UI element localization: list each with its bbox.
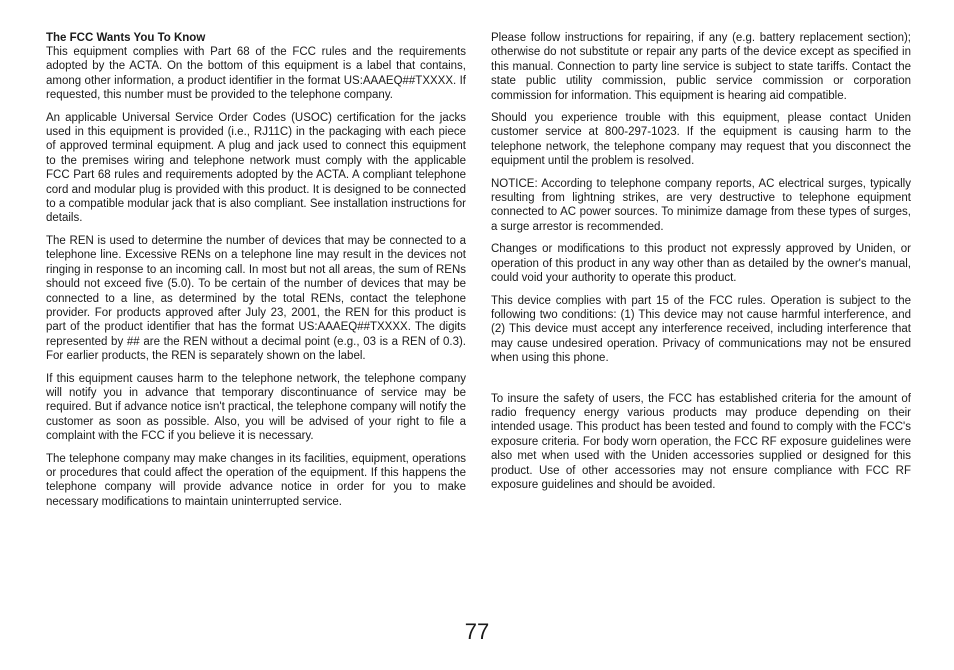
paragraph-surge-notice: NOTICE: According to telephone company reports, AC electrical surges, typically resulting from lightning strikes, are very destructive to telephone equipment connected to AC power sources. To minimize damage from these types of surges, a surge arrestor is recommended. bbox=[491, 177, 911, 233]
paragraph-usoc-certification: An applicable Universal Service Order Codes (USOC) certification for the jacks used in this equipment is provided (i.e., RJ11C) in the packaging with each piece of approved terminal equipment. A plug and jack used to connect this equipment to the premises wiring and telephone network must comply with the applicable FCC Part 68 rules and requirements adopted by the ACTA. A compliant telephone cord and modular plug is provided with this product. It is designed to be connected to a compatible modular jack that is also compliant. See installation instructions for details. bbox=[46, 111, 466, 225]
paragraph-network-harm: If this equipment causes harm to the telephone network, the telephone company will notify you in advance that temporary discontinuance of service may be required. But if advance notice isn't practical, the telephone company will notify the customer as soon as possible. Also, you will be advised of your right to file a complaint with the FCC if you believe it is necessary. bbox=[46, 372, 466, 443]
paragraph-facility-changes: The telephone company may make changes in its facilities, equipment, operations or procedures that could affect the operation of the equipment. If this happens the telephone company will provide advance notice in order for you to make necessary modifications to maintain uninterrupted service. bbox=[46, 452, 466, 508]
paragraph-part68-compliance: This equipment complies with Part 68 of the FCC rules and the requirements adopted by the ACTA. On the bottom of this equipment is a label that contains, among other information, a product identifier in the format US:AAAEQ##TXXXX. If requested, this number must be provided to the telephone company. bbox=[46, 46, 466, 102]
right-column bbox=[491, 31, 911, 500]
paragraph-modifications-warning: Changes or modifications to this product not expressly approved by Uniden, or operation of this product in any way other than as detailed by the owner's manual, could void your authority to operate this product. bbox=[491, 243, 911, 285]
paragraph-repair-instructions: Please follow instructions for repairing, if any (e.g. battery replacement section); otherwise do not substitute or repair any parts of the device except as specified in this manual. Connection to party line service is subject to state tariffs. Contact the state public utility commission, public service commission or corporation commission for information. This equipment is hearing aid compatible. bbox=[491, 32, 911, 102]
paragraph-customer-service: Should you experience trouble with this equipment, please contact Uniden customer service at 800-297-1023. If the equipment is causing harm to the telephone network, the telephone company may request that you disconnect the equipment until the problem is resolved. bbox=[491, 112, 911, 168]
page-number: 77 bbox=[464, 619, 490, 644]
paragraph-ren: The REN is used to determine the number of devices that may be connected to a telephone line. Excessive RENs on a telephone line may result in the devices not ringing in response to an incoming call. In most but not all areas, the sum of RENs should not exceed five (5.0). To be certain of the number of devices that may be connected to a line, as determined by the total RENs, contact the telephone provider. For products approved after July 23, 2001, the REN for this product is part of the product identifier that has the format US:AAAEQ##TXXXX. The digits represented by ## are the REN without a decimal point (e.g., 03 is a REN of 0.3). For earlier products, the REN is separately shown on the label. bbox=[46, 234, 466, 363]
paragraph-rf-exposure: To insure the safety of users, the FCC has established criteria for the amount of radio frequency energy various products may produce depending on their intended usage. This product has been tested and found to comply with the FCC's exposure criteria. For body worn operation, the FCC RF exposure guidelines were also met when used with the Uniden accessories supplied or designed for this product. Use of other accessories may not ensure compliance with FCC RF exposure guidelines and should be avoided. bbox=[491, 392, 911, 491]
section-heading: The FCC Wants You To Know bbox=[46, 32, 206, 44]
paragraph-part15-compliance: This device complies with part 15 of the FCC rules. Operation is subject to the following two conditions: (1) This device may not cause harmful interference, and (2) This device must accept any interference received, including interference that may cause undesired operation. Privacy of communications may not be ensured when using this phone. bbox=[491, 294, 911, 365]
left-column bbox=[46, 31, 466, 517]
